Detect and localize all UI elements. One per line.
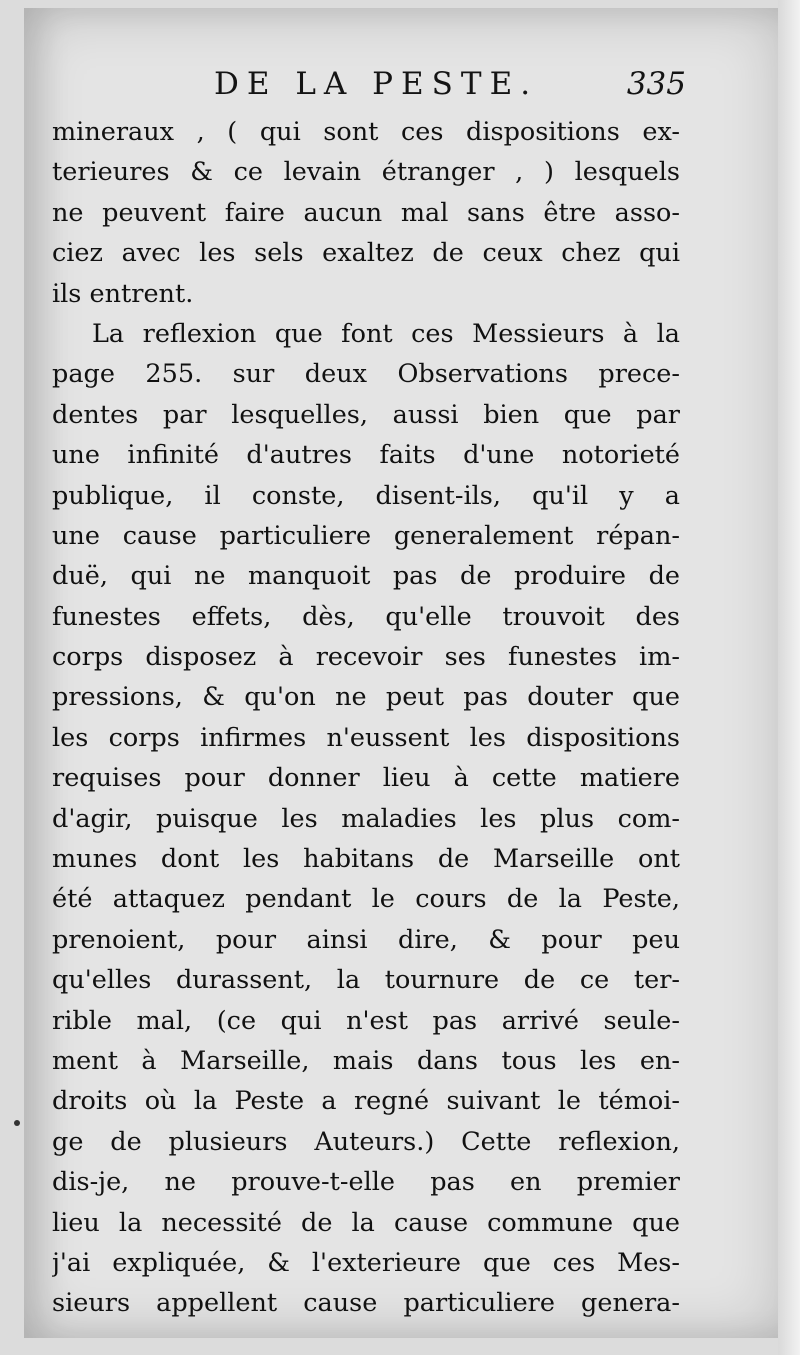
text-line: funestes effets, dès, qu'elle trouvoit des bbox=[52, 601, 680, 632]
text-line: munes dont les habitans de Marseille ont bbox=[52, 844, 680, 875]
page-number: 335 bbox=[626, 66, 686, 102]
text-line: ge de plusieurs Auteurs.) Cette reflexion, bbox=[52, 1126, 680, 1157]
text-line: ils entrent. bbox=[52, 278, 194, 309]
text-line: été attaquez pendant le cours de la Peste, bbox=[52, 884, 680, 915]
text-line: j'ai expliquée, & l'exterieure que ces Mes- bbox=[52, 1247, 680, 1278]
text-line: corps disposez à recevoir ses funestes im- bbox=[52, 642, 680, 673]
text-line: ne peuvent faire aucun mal sans être asso- bbox=[52, 197, 680, 228]
text-line: dis-je, ne prouve-t-elle pas en premier bbox=[52, 1167, 680, 1198]
text-line: d'agir, puisque les maladies les plus com- bbox=[52, 803, 680, 834]
text-line: une infinité d'autres faits d'une notorieté bbox=[52, 440, 680, 471]
text-line: pressions, & qu'on ne peut pas douter que bbox=[52, 682, 680, 713]
page-edge bbox=[778, 0, 800, 1355]
text-line: lieu la necessité de la cause commune que bbox=[52, 1207, 680, 1238]
text-line: une cause particuliere generalement répan- bbox=[52, 520, 680, 551]
text-line: dentes par lesquelles, aussi bien que par bbox=[52, 399, 680, 430]
text-line: les corps infirmes n'eussent les dispositions bbox=[52, 722, 680, 753]
page-header bbox=[200, 66, 686, 112]
text-line: duë, qui ne manquoit pas de produire de bbox=[52, 561, 680, 592]
text-line: publique, il conste, disent-ils, qu'il y a bbox=[52, 480, 680, 511]
text-line: qu'elles durassent, la tournure de ce ter- bbox=[52, 965, 680, 996]
text-line: requises pour donner lieu à cette matiere bbox=[52, 763, 680, 794]
text-line: droits où la Peste a regné suivant le témoi- bbox=[52, 1086, 680, 1117]
running-title: DE LA PESTE. bbox=[214, 66, 539, 102]
text-line: prenoient, pour ainsi dire, & pour peu bbox=[52, 924, 680, 955]
text-line: terieures & ce levain étranger , ) lesquels bbox=[52, 157, 680, 188]
body-text bbox=[52, 112, 680, 1324]
text-line: mineraux , ( qui sont ces dispositions ex- bbox=[52, 117, 680, 147]
text-line: sieurs appellent cause particuliere genera- bbox=[52, 1288, 680, 1319]
ink-speck bbox=[14, 1120, 20, 1126]
text-line: page 255. sur deux Observations prece- bbox=[52, 359, 680, 390]
text-line: ment à Marseille, mais dans tous les en- bbox=[52, 1045, 680, 1076]
text-line: ciez avec les sels exaltez de ceux chez qui bbox=[52, 238, 680, 269]
text-line: La reflexion que font ces Messieurs à la bbox=[92, 318, 680, 349]
text-line: rible mal, (ce qui n'est pas arrivé seule- bbox=[52, 1005, 680, 1036]
